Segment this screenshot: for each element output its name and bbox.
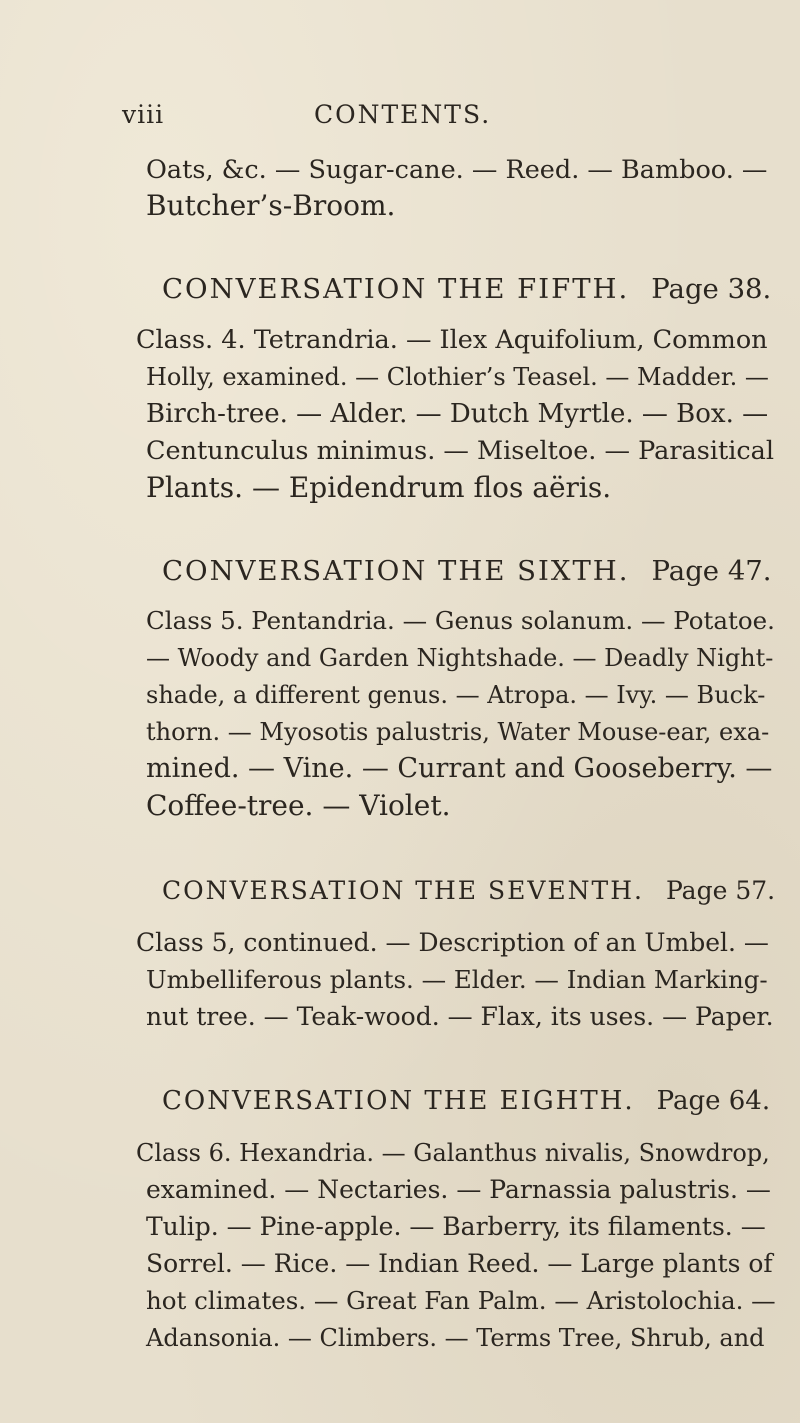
section-heading [162, 273, 771, 305]
text-line: Class 5, continued. — Description of an Umbel. — [136, 928, 769, 957]
text-line: Oats, &c. — Sugar-cane. — Reed. — Bamboo. — [146, 155, 768, 185]
text-line: shade, a different genus. — Atropa. — Ivy. — Buck- [146, 681, 766, 709]
section-page-ref: Page 47. [651, 555, 772, 587]
text-line: nut tree. — Teak-wood. — Flax, its uses. — Paper. [146, 1002, 774, 1031]
running-head-title: CONTENTS. [314, 100, 492, 129]
text-line: Class 5. Pentandria. — Genus solanum. — Potatoe. [146, 606, 775, 635]
text-line: Holly, examined. — Clothier’s Teasel. — Madder. — [146, 363, 769, 391]
text-line: Tulip. — Pine-apple. — Barberry, its filaments. — [146, 1212, 766, 1241]
section-heading [162, 1086, 770, 1116]
text-line: hot climates. — Great Fan Palm. — Aristolochia. — [146, 1286, 776, 1315]
section-page-ref: Page 57. [665, 876, 776, 905]
section-heading-title: CONVERSATION THE SIXTH. [162, 555, 630, 587]
section-heading-title: CONVERSATION THE FIFTH. [162, 273, 630, 305]
text-line: Birch-tree. — Alder. — Dutch Myrtle. — Box. — [146, 399, 769, 429]
text-line: Umbelliferous plants. — Elder. — Indian Marking- [146, 965, 768, 994]
section-heading [162, 555, 772, 587]
text-line: — Woody and Garden Nightshade. — Deadly Night- [146, 644, 774, 672]
text-line: Class. 4. Tetrandria. — Ilex Aquifolium, Common [136, 325, 768, 355]
text-line: Centunculus minimus. — Miseltoe. — Parasitical [146, 436, 775, 466]
text-line: Butcher’s-Broom. [146, 189, 396, 222]
text-line: thorn. — Myosotis palustris, Water Mouse-ear, exa- [146, 718, 770, 746]
section-heading [162, 876, 775, 905]
section-heading-title: CONVERSATION THE SEVENTH. [162, 876, 644, 905]
section-page-ref: Page 64. [656, 1086, 771, 1116]
text-line: Class 6. Hexandria. — Galanthus nivalis, Snowdrop, [136, 1139, 770, 1167]
text-line: Plants. — Epidendrum flos aëris. [146, 471, 612, 504]
running-head [0, 100, 800, 140]
section-heading-title: CONVERSATION THE EIGHTH. [162, 1086, 635, 1116]
text-line: Adansonia. — Climbers. — Terms Tree, Shrub, and [146, 1324, 765, 1352]
section-page-ref: Page 38. [651, 273, 772, 305]
text-line: examined. — Nectaries. — Parnassia palustris. — [146, 1175, 771, 1204]
page-number: viii [122, 100, 165, 129]
text-line: Sorrel. — Rice. — Indian Reed. — Large plants of [146, 1249, 773, 1278]
text-line: mined. — Vine. — Currant and Gooseberry. — [146, 753, 773, 784]
text-line: Coffee-tree. — Violet. [146, 789, 451, 822]
